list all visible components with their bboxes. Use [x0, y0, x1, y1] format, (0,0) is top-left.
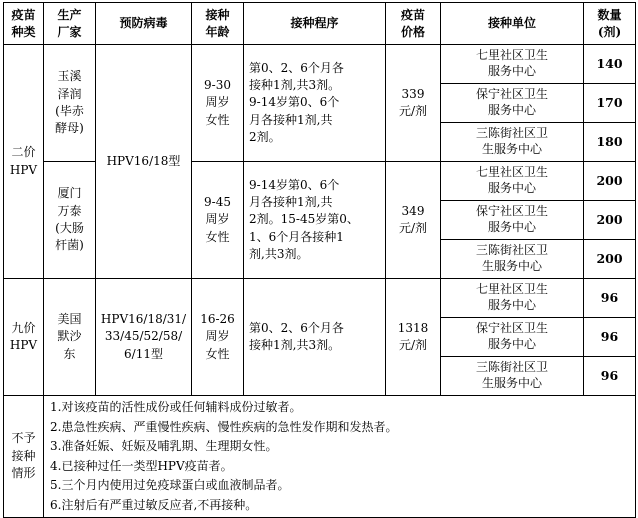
contraindication-item: 4.已接种过任一类型HPV疫苗者。: [50, 458, 233, 473]
schedule-xiamen: 9-14岁第0、6个 月各接种1剂,共 2剂。15-45岁第0、 1、6个月各接种1 剂,共3剂。: [244, 162, 386, 279]
unit-cell: 三陈街社区卫 生服务中心: [441, 357, 584, 396]
table-row: [4, 45, 636, 84]
schedule-nonavalent: 第0、2、6个月各 接种1剂,共3剂。: [244, 279, 386, 396]
contraindications-list: [44, 396, 636, 518]
quantity-cell: 200: [584, 201, 636, 240]
price-xiamen: 349 元/剂: [386, 162, 441, 279]
quantity-cell: 200: [584, 162, 636, 201]
quantity-cell: 200: [584, 240, 636, 279]
schedule-yuxi: 第0、2、6个月各 接种1剂,共3剂。 9-14岁第0、6个 月各接种1剂,共 2剂。: [244, 45, 386, 162]
unit-cell: 三陈街社区卫 生服务中心: [441, 240, 584, 279]
manufacturer-xiamen: 厦门 万泰 (大肠 杆菌): [44, 162, 96, 279]
contraindications-row: [4, 396, 636, 518]
header-price: 疫苗 价格: [386, 3, 441, 45]
vaccine-type-bivalent: 二价 HPV: [4, 45, 44, 279]
contraindication-item: 6.注射后有严重过敏反应者,不再接种。: [50, 497, 258, 512]
quantity-cell: 170: [584, 84, 636, 123]
manufacturer-yuxi: 玉溪 泽润 (毕赤 酵母): [44, 45, 96, 162]
header-row: [4, 3, 636, 45]
header-manufacturer: 生产 厂家: [44, 3, 96, 45]
hpv-vaccine-table: [3, 2, 636, 518]
target-virus-nonavalent: HPV16/18/31/ 33/45/52/58/ 6/11型: [96, 279, 192, 396]
quantity-cell: 180: [584, 123, 636, 162]
unit-cell: 七里社区卫生 服务中心: [441, 45, 584, 84]
contraindication-item: 1.对该疫苗的活性成份或任何辅料成份过敏者。: [50, 400, 302, 414]
quantity-cell: 140: [584, 45, 636, 84]
contraindication-item: 5.三个月内使用过免疫球蛋白或血液制品者。: [50, 478, 290, 492]
contraindication-item: 2.患急性疾病、严重慢性疾病、慢性疾病的急性发作期和发热者。: [50, 419, 398, 434]
header-age: 接种 年龄: [192, 3, 244, 45]
unit-cell: 七里社区卫生 服务中心: [441, 162, 584, 201]
price-nonavalent: 1318 元/剂: [386, 279, 441, 396]
manufacturer-msd: 美国 默沙 东: [44, 279, 96, 396]
age-yuxi: 9-30 周岁 女性: [192, 45, 244, 162]
header-target-virus: 预防病毒: [96, 3, 192, 45]
unit-cell: 保宁社区卫生 服务中心: [441, 84, 584, 123]
header-quantity: 数量 (剂): [584, 3, 636, 45]
quantity-cell: 96: [584, 318, 636, 357]
unit-cell: 保宁社区卫生 服务中心: [441, 201, 584, 240]
age-nonavalent: 16-26 周岁 女性: [192, 279, 244, 396]
unit-cell: 七里社区卫生 服务中心: [441, 279, 584, 318]
vaccine-type-nonavalent: 九价 HPV: [4, 279, 44, 396]
unit-cell: 三陈街社区卫 生服务中心: [441, 123, 584, 162]
header-schedule: 接种程序: [244, 3, 386, 45]
contraindication-item: 3.准备妊娠、妊娠及哺乳期、生理期女性。: [50, 439, 278, 453]
contraindications-label: 不予 接种 情形: [4, 396, 44, 518]
age-xiamen: 9-45 周岁 女性: [192, 162, 244, 279]
header-vaccination-unit: 接种单位: [441, 3, 584, 45]
unit-cell: 保宁社区卫生 服务中心: [441, 318, 584, 357]
quantity-cell: 96: [584, 279, 636, 318]
table-row: [4, 279, 636, 318]
target-virus-bivalent: HPV16/18型: [96, 45, 192, 279]
price-yuxi: 339 元/剂: [386, 45, 441, 162]
header-vaccine-type: 疫苗 种类: [4, 3, 44, 45]
quantity-cell: 96: [584, 357, 636, 396]
